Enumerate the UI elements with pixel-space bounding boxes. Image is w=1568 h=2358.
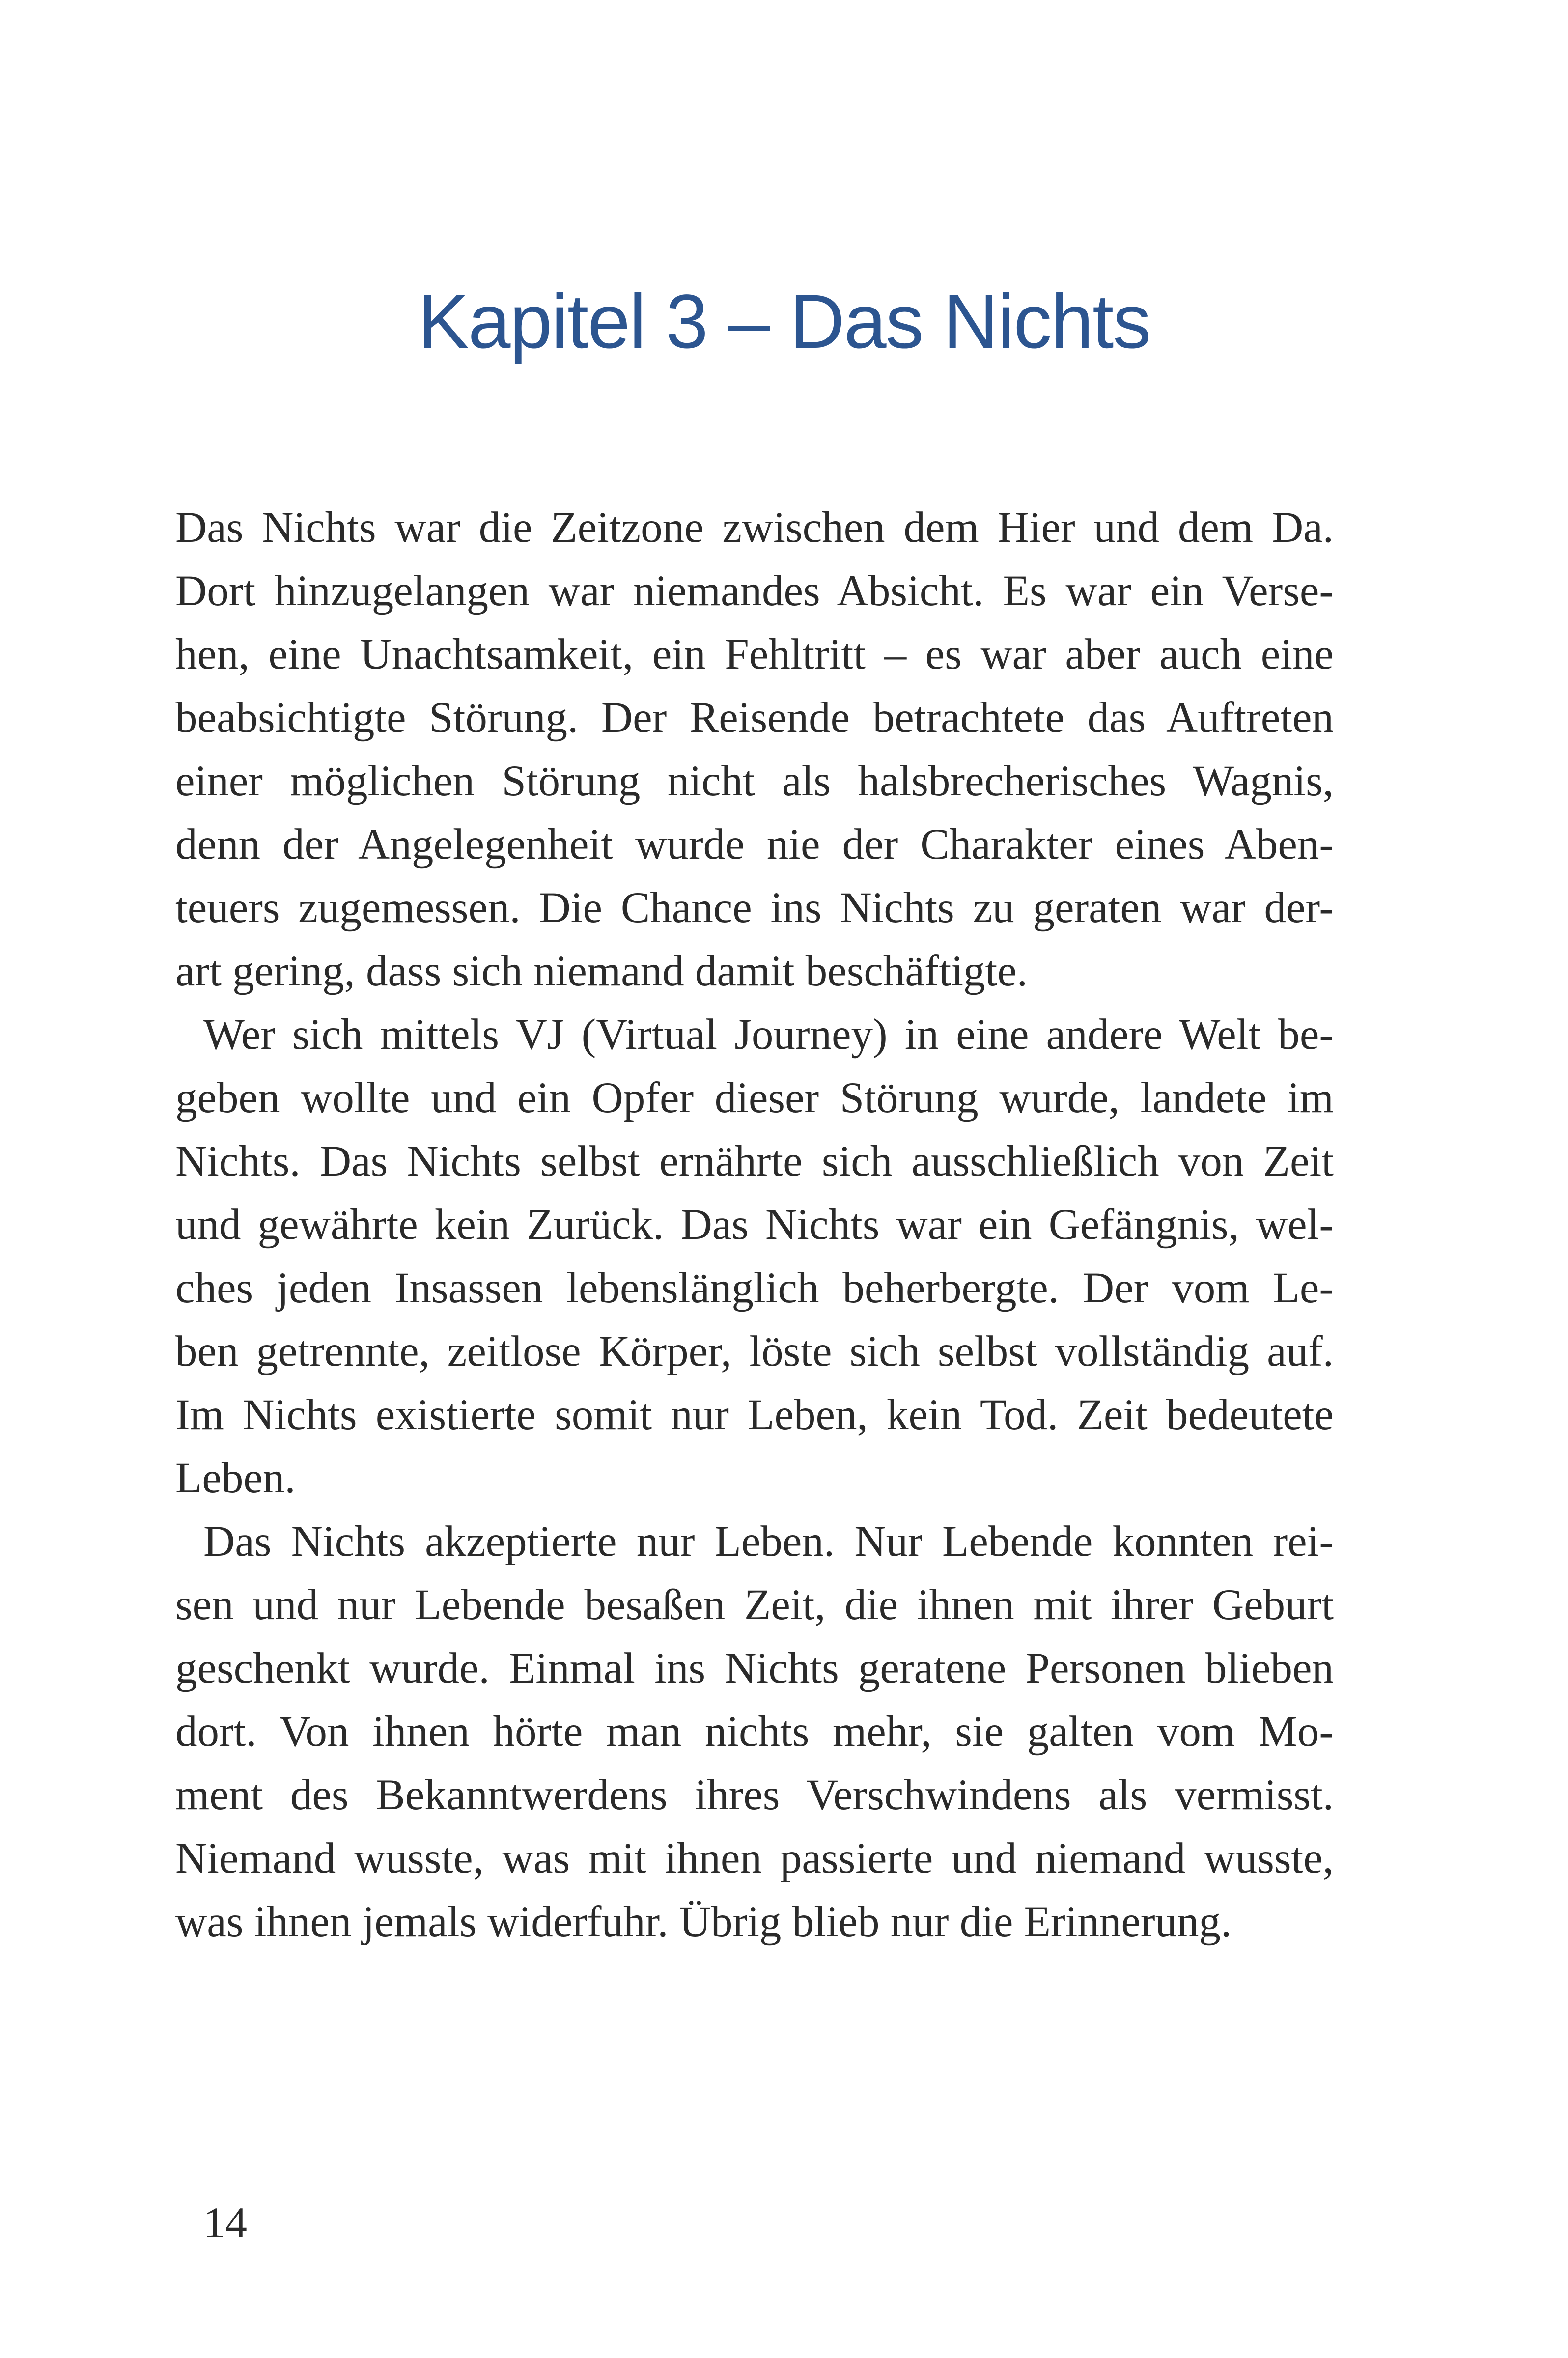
text-line: ches jeden Insassen lebenslänglich beherbergte. Der vom Le- (175, 1264, 1334, 1312)
text-line: ment des Bekanntwerdens ihres Verschwindens als vermisst. (175, 1771, 1334, 1819)
paragraph-3 (175, 1510, 1334, 1954)
text-line: geschenkt wurde. Einmal ins Nichts geratene Personen blieben (175, 1644, 1334, 1692)
text-line: art gering, dass sich niemand damit beschäftigte. (175, 947, 1028, 995)
paragraph-1 (175, 496, 1334, 1003)
text-line: Niemand wusste, was mit ihnen passierte und niemand wusste, (175, 1834, 1334, 1882)
text-line: Das Nichts akzeptierte nur Leben. Nur Lebende konnten rei- (203, 1517, 1334, 1566)
text-line: Dort hinzugelangen war niemandes Absicht. Es war ein Verse- (175, 567, 1334, 615)
text-line: Leben. (175, 1454, 296, 1502)
text-line: beabsichtigte Störung. Der Reisende betrachtete das Auftreten (175, 694, 1334, 742)
text-line: und gewährte kein Zurück. Das Nichts war ein Gefängnis, wel- (175, 1201, 1334, 1249)
text-line: Das Nichts war die Zeitzone zwischen dem Hier und dem Da. (175, 504, 1334, 552)
text-line: hen, eine Unachtsamkeit, ein Fehltritt – es war aber auch eine (175, 630, 1334, 678)
chapter-body (175, 496, 1334, 1954)
chapter-title: Kapitel 3 – Das Nichts (418, 279, 1150, 365)
text-line: ben getrennte, zeitlose Körper, löste sich selbst vollständig auf. (175, 1327, 1334, 1376)
text-line: einer möglichen Störung nicht als halsbrecherisches Wagnis, (175, 757, 1334, 805)
text-line: Im Nichts existierte somit nur Leben, kein Tod. Zeit bedeutete (175, 1391, 1334, 1439)
text-line: teuers zugemessen. Die Chance ins Nichts zu geraten war der- (175, 884, 1334, 932)
text-line: Nichts. Das Nichts selbst ernährte sich ausschließlich von Zeit (175, 1137, 1334, 1185)
text-line: sen und nur Lebende besaßen Zeit, die ihnen mit ihrer Geburt (175, 1581, 1334, 1629)
text-line: geben wollte und ein Opfer dieser Störung wurde, landete im (175, 1074, 1334, 1122)
paragraph-2 (175, 1003, 1334, 1510)
text-line: was ihnen jemals widerfuhr. Übrig blieb nur die Erinnerung. (175, 1898, 1232, 1946)
page-number: 14 (203, 2199, 247, 2247)
text-line: Wer sich mittels VJ (Virtual Journey) in eine andere Welt be- (203, 1011, 1334, 1059)
text-line: dort. Von ihnen hörte man nichts mehr, sie galten vom Mo- (175, 1708, 1334, 1756)
text-line: denn der Angelegenheit wurde nie der Charakter eines Aben- (175, 820, 1334, 869)
